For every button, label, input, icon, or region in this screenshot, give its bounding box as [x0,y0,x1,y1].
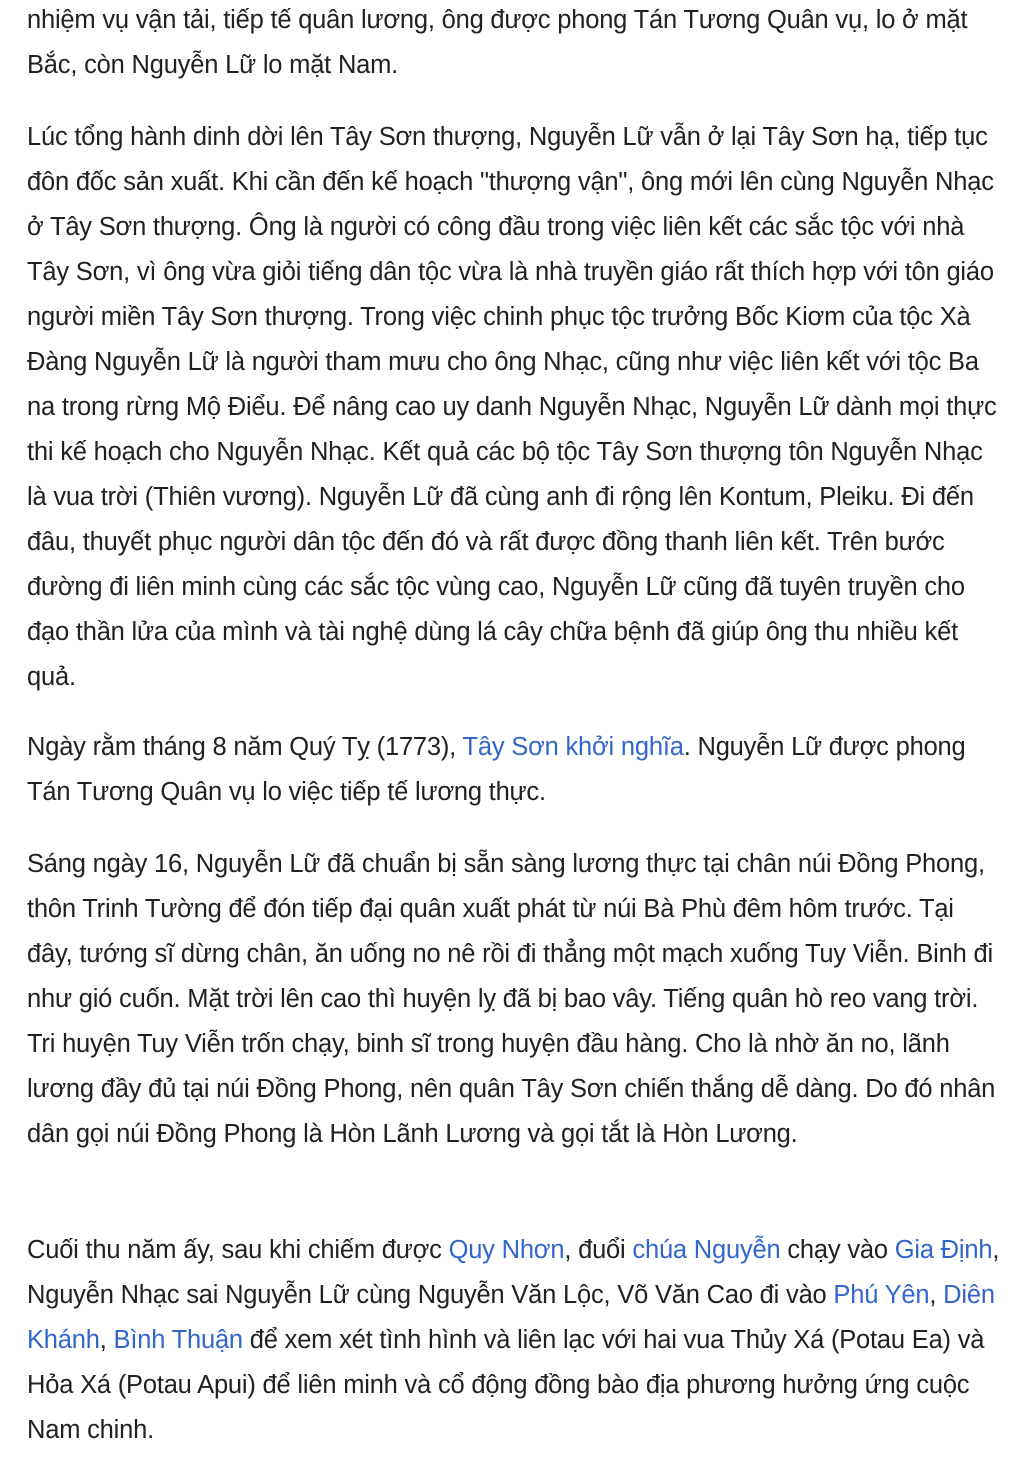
link-chua-nguyen[interactable]: chúa Nguyễn [632,1236,781,1264]
paragraph-5-text-a: Cuối thu năm ấy, sau khi chiếm được [27,1236,449,1264]
paragraph-4-text: Sáng ngày 16, Nguyễn Lữ đã chuẩn bị sẵn sàng lương thực tại chân núi Đồng Phong, thôn Trinh Tường để đón tiếp đại quân xuất phát từ núi Bà Phù đêm hôm trước. Tại đây, tướng sĩ dừng chân, ăn uống no nê rồi đi thẳng một mạch xuống Tuy Viễn. Binh đi như gió cuốn. Mặt trời lên cao thì huyện lỵ đã bị bao vây. Tiếng quân hò reo vang trời. Tri huyện Tuy Viễn trốn chạy, binh sĩ trong huyện đầu hàng. Cho là nhờ ăn no, lãnh lương đầy đủ tại núi Đồng Phong, nên quân Tây Sơn chiến thắng dễ dàng. Do đó nhân dân gọi núi Đồng Phong là Hòn Lãnh Lương và gọi tắt là Hòn Lương. [27,850,996,1148]
paragraph-5-text-f: , [99,1326,114,1354]
paragraph-5 [27,1228,1002,1453]
paragraph-1 [27,0,1002,88]
paragraph-2 [27,115,1002,700]
paragraph-3-text-b: . Nguyễn Lữ được phong Tán Tương Quân vụ lo việc tiếp tế lương thực. [27,733,966,806]
link-binh-thuan[interactable]: Bình Thuận [113,1326,243,1354]
link-quy-nhon[interactable]: Quy Nhơn [448,1236,565,1264]
paragraph-1-text: nhiệm vụ vận tải, tiếp tế quân lương, ông được phong Tán Tương Quân vụ, lo ở mặt Bắc, còn Nguyễn Lữ lo mặt Nam. [27,6,968,79]
link-gia-dinh[interactable]: Gia Định [894,1236,993,1264]
link-phu-yen[interactable]: Phú Yên [833,1281,930,1309]
paragraph-3 [27,725,1002,815]
paragraph-2-text: Lúc tổng hành dinh dời lên Tây Sơn thượng, Nguyễn Lữ vẫn ở lại Tây Sơn hạ, tiếp tục đôn đốc sản xuất. Khi cần đến kế hoạch "thượng vận", ông mới lên cùng Nguyễn Nhạc ở Tây Sơn thượng. Ông là người có công đầu trong việc liên kết các sắc tộc với nhà Tây Sơn, vì ông vừa giỏi tiếng dân tộc vừa là nhà truyền giáo rất thích hợp với tôn giáo người miền Tây Sơn thượng. Trong việc chinh phục tộc trưởng Bốc Kiơm của tộc Xà Đàng Nguyễn Lữ là người tham mưu cho ông Nhạc, cũng như việc liên kết với tộc Ba na trong rừng Mộ Điểu. Để nâng cao uy danh Nguyễn Nhạc, Nguyễn Lữ dành mọi thực thi kế hoạch cho Nguyễn Nhạc. Kết quả các bộ tộc Tây Sơn thượng tôn Nguyễn Nhạc là vua trời (Thiên vương). Nguyễn Lữ đã cùng anh đi rộng lên Kontum, Pleiku. Đi đến đâu, thuyết phục người dân tộc đến đó và rất được đồng thanh liên kết. Trên bước đường đi liên minh cùng các sắc tộc vùng cao, Nguyễn Lữ cũng đã tuyên truyền cho đạo thần lửa của mình và tài nghệ dùng lá cây chữa bệnh đã giúp ông thu nhiều kết quả. [27,123,997,691]
paragraph-5-text-d: , Nguyễn Nhạc sai Nguyễn Lữ cùng Nguyễn Văn Lộc, Võ Văn Cao đi vào [27,1236,1000,1309]
paragraph-5-text-e: , [929,1281,944,1309]
link-dien-khanh[interactable]: Diên Khánh [27,1281,995,1354]
paragraph-5-text-b: , đuổi [564,1236,633,1264]
paragraph-5-text-c: chạy vào [780,1236,895,1264]
paragraph-4 [27,842,1004,1157]
link-tay-son-khoi-nghia[interactable]: Tây Sơn khởi nghĩa [462,733,684,761]
paragraph-3-text-a: Ngày rằm tháng 8 năm Quý Tỵ (1773), [27,733,463,761]
paragraph-5-text-g: để xem xét tình hình và liên lạc với hai vua Thủy Xá (Potau Ea) và Hỏa Xá (Potau Apui) để liên minh và cổ động đồng bào địa phương hưởng ứng cuộc Nam chinh. [27,1326,985,1444]
